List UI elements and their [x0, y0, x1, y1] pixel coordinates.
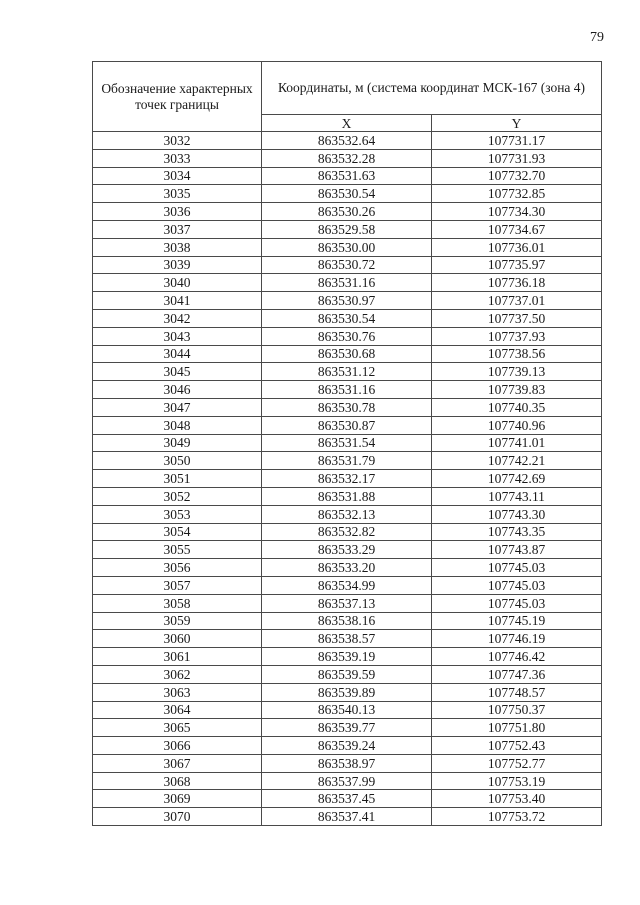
x-coordinate-cell: 863539.77	[262, 719, 432, 737]
y-coordinate-cell: 107737.01	[432, 292, 602, 310]
x-coordinate-cell: 863531.54	[262, 434, 432, 452]
point-id-cell: 3042	[93, 309, 262, 327]
point-id-cell: 3063	[93, 683, 262, 701]
point-id-cell: 3061	[93, 648, 262, 666]
y-coordinate-cell: 107746.42	[432, 648, 602, 666]
y-coordinate-cell: 107742.21	[432, 452, 602, 470]
x-coordinate-cell: 863533.20	[262, 559, 432, 577]
x-coordinate-cell: 863530.87	[262, 416, 432, 434]
y-coordinate-cell: 107743.11	[432, 487, 602, 505]
table-row	[93, 149, 602, 167]
x-coordinate-cell: 863531.79	[262, 452, 432, 470]
point-id-cell: 3041	[93, 292, 262, 310]
x-coordinate-cell: 863531.88	[262, 487, 432, 505]
y-coordinate-cell: 107738.56	[432, 345, 602, 363]
y-coordinate-cell: 107735.97	[432, 256, 602, 274]
table-row	[93, 292, 602, 310]
table-row	[93, 132, 602, 150]
y-coordinate-cell: 107752.77	[432, 754, 602, 772]
y-coordinate-cell: 107752.43	[432, 737, 602, 755]
x-coordinate-cell: 863537.13	[262, 594, 432, 612]
coordinates-column-header: Координаты, м (система координат МСК-167 (зона 4)	[262, 62, 602, 115]
table-row	[93, 505, 602, 523]
points-column-header: Обозначение характерных точек границы	[93, 62, 262, 132]
table-row	[93, 345, 602, 363]
table-row	[93, 167, 602, 185]
y-coordinate-cell: 107745.03	[432, 559, 602, 577]
x-coordinate-cell: 863539.89	[262, 683, 432, 701]
y-coordinate-cell: 107736.18	[432, 274, 602, 292]
y-coordinate-cell: 107743.30	[432, 505, 602, 523]
y-coordinate-cell: 107739.83	[432, 381, 602, 399]
table-row	[93, 665, 602, 683]
table-body	[93, 132, 602, 826]
x-coordinate-cell: 863529.58	[262, 220, 432, 238]
point-id-cell: 3066	[93, 737, 262, 755]
x-column-header: X	[262, 115, 432, 132]
point-id-cell: 3058	[93, 594, 262, 612]
table-row	[93, 470, 602, 488]
table-row	[93, 452, 602, 470]
y-coordinate-cell: 107747.36	[432, 665, 602, 683]
x-coordinate-cell: 863533.29	[262, 541, 432, 559]
x-coordinate-cell: 863534.99	[262, 576, 432, 594]
table-row	[93, 256, 602, 274]
x-coordinate-cell: 863539.24	[262, 737, 432, 755]
boundary-points-table	[92, 61, 602, 826]
point-id-cell: 3059	[93, 612, 262, 630]
table-row	[93, 541, 602, 559]
table-row	[93, 238, 602, 256]
y-coordinate-cell: 107731.93	[432, 149, 602, 167]
point-id-cell: 3051	[93, 470, 262, 488]
x-coordinate-cell: 863530.26	[262, 203, 432, 221]
x-coordinate-cell: 863532.64	[262, 132, 432, 150]
table-row	[93, 487, 602, 505]
y-coordinate-cell: 107734.67	[432, 220, 602, 238]
table-row	[93, 594, 602, 612]
x-coordinate-cell: 863531.16	[262, 381, 432, 399]
point-id-cell: 3044	[93, 345, 262, 363]
point-id-cell: 3040	[93, 274, 262, 292]
point-id-cell: 3037	[93, 220, 262, 238]
x-coordinate-cell: 863537.45	[262, 790, 432, 808]
point-id-cell: 3054	[93, 523, 262, 541]
table-row	[93, 808, 602, 826]
x-coordinate-cell: 863530.76	[262, 327, 432, 345]
point-id-cell: 3055	[93, 541, 262, 559]
table-row	[93, 683, 602, 701]
table-row	[93, 630, 602, 648]
point-id-cell: 3043	[93, 327, 262, 345]
x-coordinate-cell: 863530.68	[262, 345, 432, 363]
point-id-cell: 3033	[93, 149, 262, 167]
point-id-cell: 3034	[93, 167, 262, 185]
y-coordinate-cell: 107745.03	[432, 594, 602, 612]
point-id-cell: 3070	[93, 808, 262, 826]
table-row	[93, 203, 602, 221]
y-coordinate-cell: 107751.80	[432, 719, 602, 737]
point-id-cell: 3038	[93, 238, 262, 256]
table-row	[93, 363, 602, 381]
x-coordinate-cell: 863538.16	[262, 612, 432, 630]
point-id-cell: 3032	[93, 132, 262, 150]
point-id-cell: 3039	[93, 256, 262, 274]
x-coordinate-cell: 863532.13	[262, 505, 432, 523]
x-coordinate-cell: 863531.16	[262, 274, 432, 292]
point-id-cell: 3052	[93, 487, 262, 505]
point-id-cell: 3062	[93, 665, 262, 683]
point-id-cell: 3069	[93, 790, 262, 808]
y-coordinate-cell: 107746.19	[432, 630, 602, 648]
y-coordinate-cell: 107745.03	[432, 576, 602, 594]
x-coordinate-cell: 863539.59	[262, 665, 432, 683]
x-coordinate-cell: 863531.12	[262, 363, 432, 381]
table-row	[93, 559, 602, 577]
y-coordinate-cell: 107740.96	[432, 416, 602, 434]
point-id-cell: 3056	[93, 559, 262, 577]
point-id-cell: 3035	[93, 185, 262, 203]
y-coordinate-cell: 107753.72	[432, 808, 602, 826]
point-id-cell: 3045	[93, 363, 262, 381]
y-coordinate-cell: 107743.35	[432, 523, 602, 541]
table-row	[93, 185, 602, 203]
x-coordinate-cell: 863531.63	[262, 167, 432, 185]
y-coordinate-cell: 107731.17	[432, 132, 602, 150]
table-row	[93, 612, 602, 630]
y-coordinate-cell: 107750.37	[432, 701, 602, 719]
x-coordinate-cell: 863540.13	[262, 701, 432, 719]
y-column-header: Y	[432, 115, 602, 132]
y-coordinate-cell: 107734.30	[432, 203, 602, 221]
y-coordinate-cell: 107743.87	[432, 541, 602, 559]
y-coordinate-cell: 107740.35	[432, 398, 602, 416]
x-coordinate-cell: 863530.97	[262, 292, 432, 310]
point-id-cell: 3048	[93, 416, 262, 434]
x-coordinate-cell: 863538.57	[262, 630, 432, 648]
x-coordinate-cell: 863539.19	[262, 648, 432, 666]
y-coordinate-cell: 107739.13	[432, 363, 602, 381]
point-id-cell: 3067	[93, 754, 262, 772]
x-coordinate-cell: 863537.99	[262, 772, 432, 790]
point-id-cell: 3050	[93, 452, 262, 470]
table-row	[93, 398, 602, 416]
x-coordinate-cell: 863537.41	[262, 808, 432, 826]
x-coordinate-cell: 863530.54	[262, 309, 432, 327]
page-number: 79	[590, 30, 604, 45]
y-coordinate-cell: 107732.70	[432, 167, 602, 185]
x-coordinate-cell: 863538.97	[262, 754, 432, 772]
table-row	[93, 719, 602, 737]
point-id-cell: 3046	[93, 381, 262, 399]
x-coordinate-cell: 863530.54	[262, 185, 432, 203]
x-coordinate-cell: 863530.72	[262, 256, 432, 274]
table-row	[93, 737, 602, 755]
x-coordinate-cell: 863532.17	[262, 470, 432, 488]
x-coordinate-cell: 863532.28	[262, 149, 432, 167]
table-row	[93, 648, 602, 666]
table-row	[93, 327, 602, 345]
table-row	[93, 309, 602, 327]
table-row	[93, 274, 602, 292]
y-coordinate-cell: 107737.93	[432, 327, 602, 345]
table-row	[93, 523, 602, 541]
y-coordinate-cell: 107753.19	[432, 772, 602, 790]
y-coordinate-cell: 107742.69	[432, 470, 602, 488]
y-coordinate-cell: 107741.01	[432, 434, 602, 452]
point-id-cell: 3036	[93, 203, 262, 221]
point-id-cell: 3049	[93, 434, 262, 452]
table-row	[93, 701, 602, 719]
y-coordinate-cell: 107737.50	[432, 309, 602, 327]
point-id-cell: 3065	[93, 719, 262, 737]
y-coordinate-cell: 107753.40	[432, 790, 602, 808]
point-id-cell: 3060	[93, 630, 262, 648]
x-coordinate-cell: 863530.78	[262, 398, 432, 416]
y-coordinate-cell: 107745.19	[432, 612, 602, 630]
y-coordinate-cell: 107732.85	[432, 185, 602, 203]
table-row	[93, 381, 602, 399]
table-row	[93, 416, 602, 434]
table-row	[93, 790, 602, 808]
point-id-cell: 3053	[93, 505, 262, 523]
table-row	[93, 772, 602, 790]
y-coordinate-cell: 107748.57	[432, 683, 602, 701]
table-row	[93, 220, 602, 238]
point-id-cell: 3057	[93, 576, 262, 594]
table-header-row	[93, 62, 602, 115]
x-coordinate-cell: 863532.82	[262, 523, 432, 541]
x-coordinate-cell: 863530.00	[262, 238, 432, 256]
table-row	[93, 434, 602, 452]
point-id-cell: 3064	[93, 701, 262, 719]
y-coordinate-cell: 107736.01	[432, 238, 602, 256]
point-id-cell: 3047	[93, 398, 262, 416]
table-row	[93, 754, 602, 772]
point-id-cell: 3068	[93, 772, 262, 790]
table-row	[93, 576, 602, 594]
